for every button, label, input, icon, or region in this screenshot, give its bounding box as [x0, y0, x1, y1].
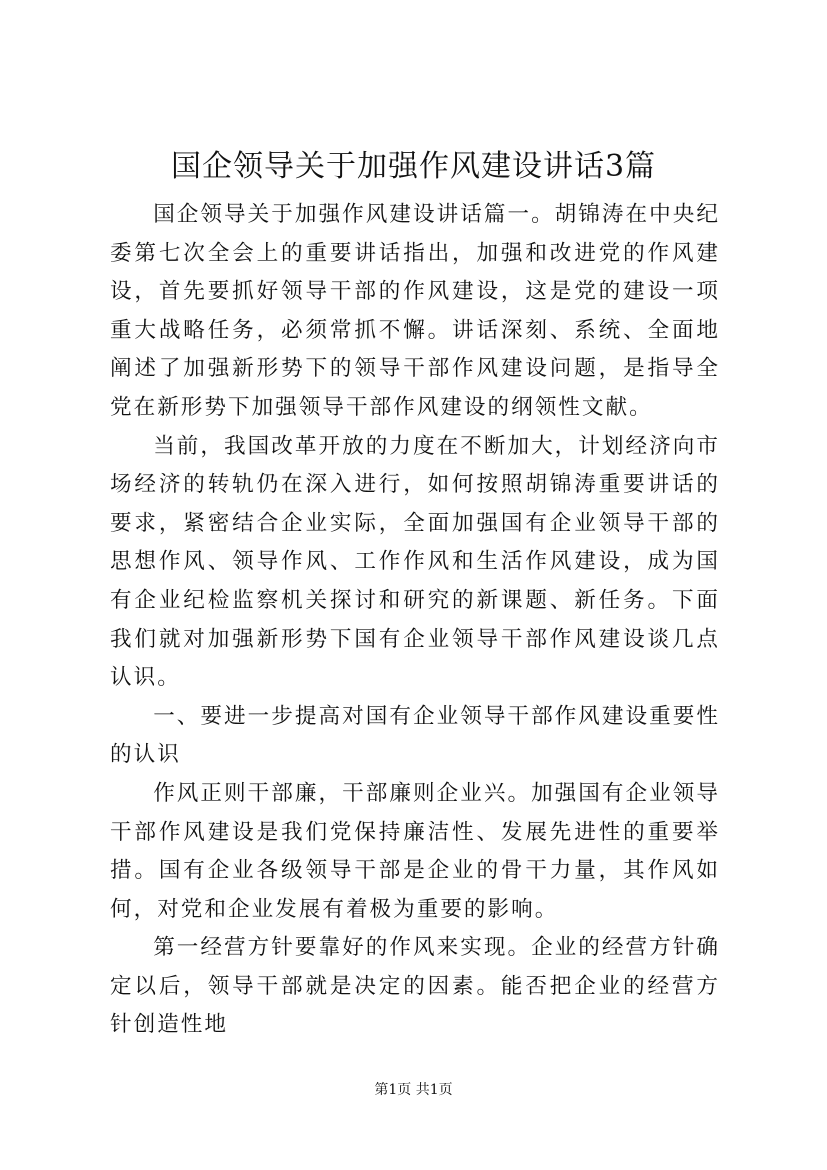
section-heading-1: 一、要进一步提高对国有企业领导干部作风建设重要性的认识 [110, 703, 720, 768]
paragraph-4: 第一经营方针要靠好的作风来实现。企业的经营方针确定以后，领导干部就是决定的因素。能否把企业的经营方针创造性地 [110, 935, 720, 1038]
paragraph-2: 当前，我国改革开放的力度在不断加大，计划经济向市场经济的转轨仍在深入进行，如何按照胡锦涛重要讲话的要求，紧密结合企业实际，全面加强国有企业领导干部的思想作风、领导作风、工作作风和生活作风建设，成为国有企业纪检监察机关探讨和研究的新课题、新任务。下面我们就对加强新形势下国有企业领导干部作风建设谈几点认识。 [110, 433, 720, 691]
paragraph-1: 国企领导关于加强作风建设讲话篇一。胡锦涛在中央纪委第七次全会上的重要讲话指出，加强和改进党的作风建设，首先要抓好领导干部的作风建设，这是党的建设一项重大战略任务，必须常抓不懈。讲话深刻、系统、全面地阐述了加强新形势下的领导干部作风建设问题，是指导全党在新形势下加强领导干部作风建设的纲领性文献。 [110, 202, 720, 420]
page-footer: 第1页 共1页 [374, 1082, 453, 1098]
document-title: 国企领导关于加强作风建设讲话3篇 [170, 149, 657, 184]
paragraph-3: 作风正则干部廉，干部廉则企业兴。加强国有企业领导干部作风建设是我们党保持廉洁性、发展先进性的重要举措。国有企业各级领导干部是企业的骨干力量，其作风如何，对党和企业发展有着极为重要的影响。 [110, 780, 720, 922]
document-body [110, 196, 720, 1045]
